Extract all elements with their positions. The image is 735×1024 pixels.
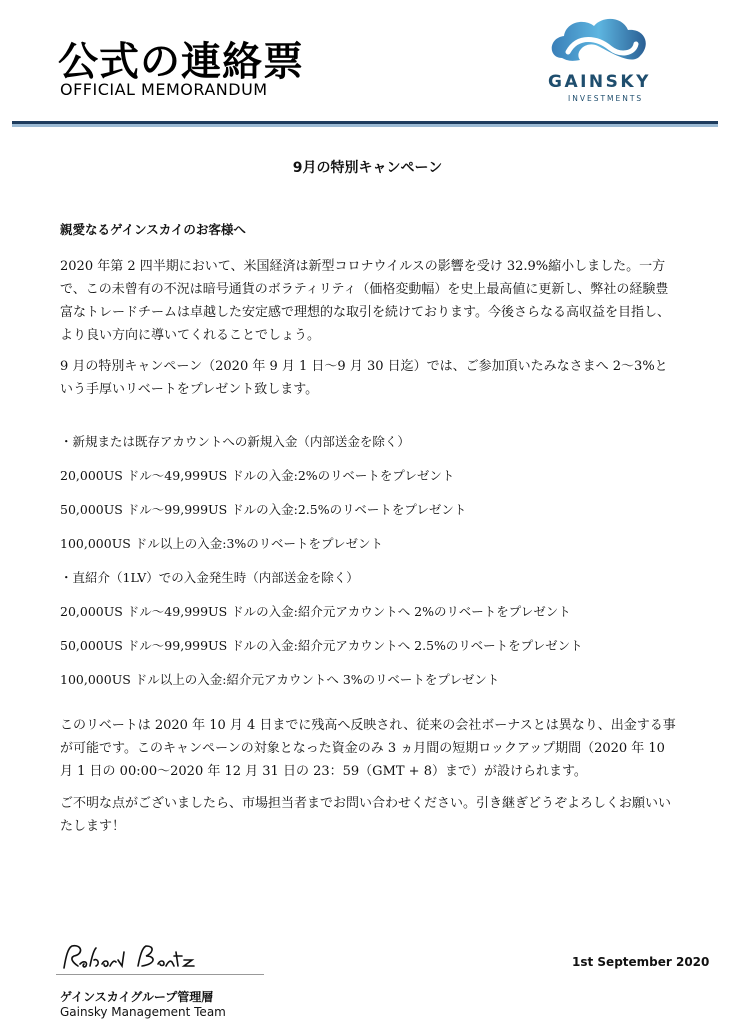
- paragraph-rebate-terms: このリベートは 2020 年 10 月 4 日までに残高へ反映され、従来の会社ボーナスとは異なり、出金する事が可能です。このキャンペーンの対象となった資金のみ 3 ヵ月間の短期ロックアップ期間（2020 年 10 月 1 日の 00:00〜2020 年 12 月 31 日の 23：59（GMT + 8）まで）が設けられます。: [60, 718, 676, 779]
- memo-title-jp: 公式の連絡票: [58, 39, 304, 85]
- signature: [60, 938, 220, 978]
- list-item: 20,000US ドル〜49,999US ドルの入金:紹介元アカウントへ 2%のリベートをプレゼント: [60, 604, 571, 619]
- memo-date: 1st September 2020: [572, 955, 710, 969]
- list-item: 50,000US ドル〜99,999US ドルの入金:2.5%のリベートをプレゼント: [60, 502, 467, 517]
- list-item: 20,000US ドル〜49,999US ドルの入金:2%のリベートをプレゼント: [60, 468, 455, 483]
- team-name-en: Gainsky Management Team: [60, 1005, 226, 1019]
- gainsky-logo: [540, 12, 660, 107]
- logo-name: GAINSKY: [548, 72, 651, 92]
- list-item: 100,000US ドル以上の入金:紹介元アカウントへ 3%のリベートをプレゼント: [60, 672, 500, 687]
- salutation: 親愛なるゲインスカイのお客様へ: [60, 222, 246, 237]
- document-title: 9月の特別キャンペーン: [292, 160, 443, 176]
- team-name-jp: ゲインスカイグループ管理層: [60, 990, 214, 1004]
- section-referral-header: ・直紹介（1LV）での入金発生時（内部送金を除く）: [60, 570, 359, 585]
- paragraph-campaign: 9 月の特別キャンペーン（2020 年 9 月 1 日〜9 月 30 日迄）では、ご参加頂いたみなさまへ 2〜3%という手厚いリベートをプレゼント致します。: [60, 359, 668, 397]
- list-item: 100,000US ドル以上の入金:3%のリベートをプレゼント: [60, 536, 384, 551]
- paragraph-intro: 2020 年第 2 四半期において、米国経済は新型コロナウイルスの影響を受け 32.9%縮小しました。一方で、この未曾有の不況は暗号通貨のボラティリティ（価格変動幅）を史上最高値に更新し、弊社の経験豊富なトレードチームは卓越した安定感で理想的な取引を続けております。今後さらなる高収益を目指し、より良い方向に導いてくれることでしょう。: [60, 259, 670, 343]
- section-new-deposit-header: ・新規または既存アカウントへの新規入金（内部送金を除く）: [60, 434, 410, 449]
- paragraph-contact: ご不明な点がございましたら、市場担当者までお問い合わせください。引き継ぎどうぞよろしくお願いいたします！: [60, 796, 672, 834]
- header-divider-light: [12, 124, 718, 127]
- list-item: 50,000US ドル〜99,999US ドルの入金:紹介元アカウントへ 2.5%のリベートをプレゼント: [60, 638, 583, 653]
- memo-title-en: OFFICIAL MEMORANDUM: [60, 80, 268, 99]
- logo-subtitle: INVESTMENTS: [568, 94, 644, 103]
- signature-line: [56, 974, 264, 975]
